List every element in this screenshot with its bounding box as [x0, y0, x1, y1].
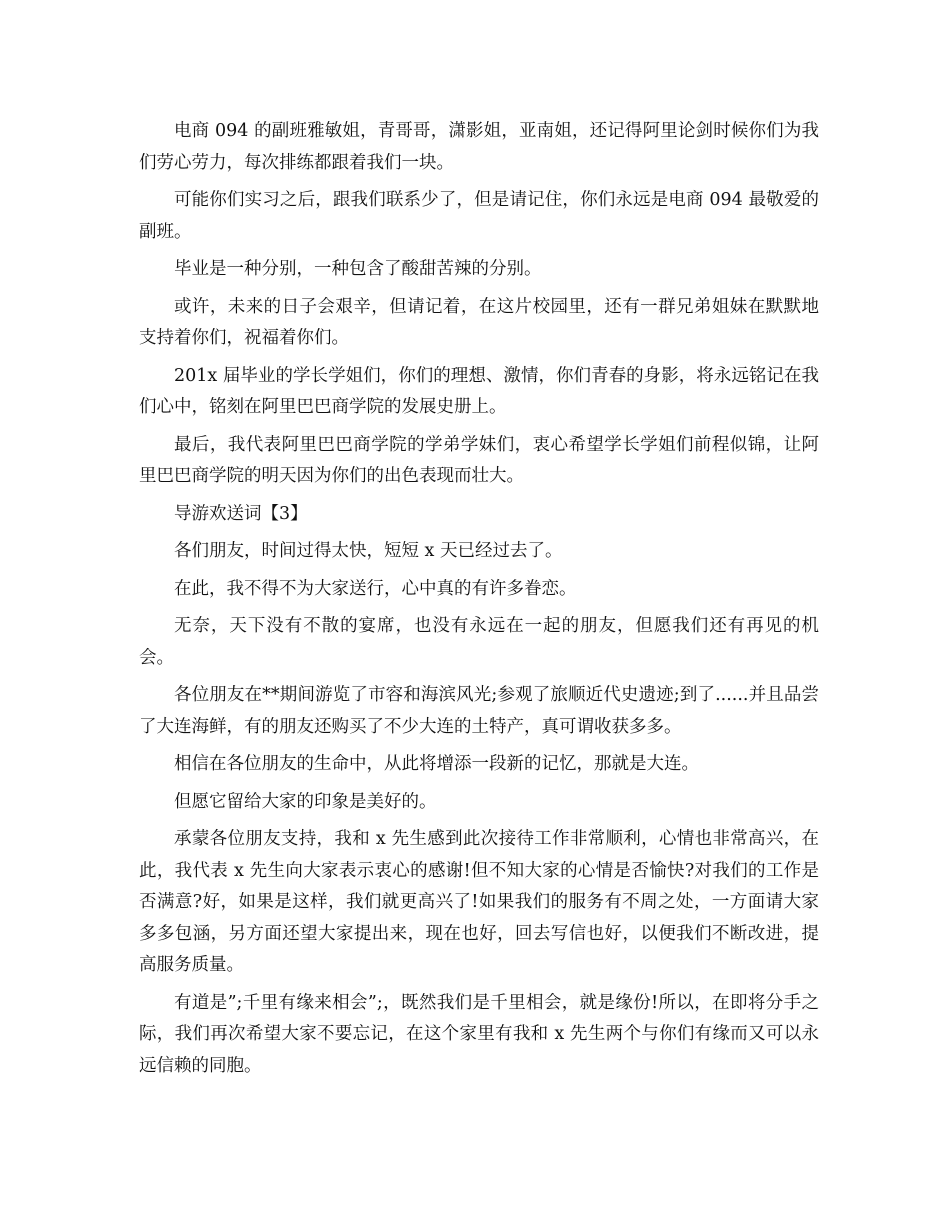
paragraph: 承蒙各位朋友支持，我和 x 先生感到此次接待工作非常顺利，心情也非常高兴，在此，我代表 x 先生向大家表示衷心的感谢!但不知大家的心情是否愉快?对我们的工作是否满意?好，如果是这样，我们就更高兴了!如果我们的服务有不周之处，一方面请大家多多包涵，另方面还望大家提出来，现在也好，回去写信也好，以便我们不断改进，提高服务质量。 [139, 829, 819, 975]
document-body [139, 116, 819, 1088]
paragraph: 各们朋友，时间过得太快，短短 x 天已经过去了。 [174, 541, 563, 561]
paragraph: 电商 094 的副班雅敏姐，青哥哥，潇影姐，亚南姐，还记得阿里论剑时候你们为我们劳心劳力，每次排练都跟着我们一块。 [139, 121, 819, 173]
paragraph: 可能你们实习之后，跟我们联系少了，但是请记住，你们永远是电商 094 最敬爱的副班。 [139, 190, 819, 242]
paragraph: 或许，未来的日子会艰辛，但请记着，在这片校园里，还有一群兄弟姐妹在默默地支持着你们，祝福着你们。 [139, 296, 819, 348]
paragraph: 但愿它留给大家的印象是美好的。 [174, 791, 437, 812]
paragraph: 在此，我不得不为大家送行，心中真的有许多眷恋。 [174, 578, 577, 599]
section-heading: 导游欢送词【3】 [174, 503, 308, 524]
paragraph: 最后，我代表阿里巴巴商学院的学弟学妹们，衷心希望学长学姐们前程似锦，让阿里巴巴商学院的明天因为你们的出色表现而壮大。 [139, 434, 819, 486]
paragraph: 有道是”;千里有缘来相会”;，既然我们是千里相会，就是缘份!所以，在即将分手之际，我们再次希望大家不要忘记，在这个家里有我和 x 先生两个与你们有缘而又可以永远信赖的同胞。 [139, 992, 819, 1076]
paragraph: 毕业是一种分别，一种包含了酸甜苦辣的分别。 [174, 259, 542, 279]
paragraph: 201x 届毕业的学长学姐们，你们的理想、激情，你们青春的身影，将永远铭记在我们心中，铭刻在阿里巴巴商学院的发展史册上。 [139, 365, 819, 417]
paragraph: 无奈，天下没有不散的宴席，也没有永远在一起的朋友，但愿我们还有再见的机会。 [139, 616, 819, 668]
paragraph: 相信在各位朋友的生命中，从此将增添一段新的记忆，那就是大连。 [174, 754, 699, 774]
paragraph: 各位朋友在**期间游览了市容和海滨风光;参观了旅顺近代史遗迹;到了......并且品尝了大连海鲜，有的朋友还购买了不少大连的土特产，真可谓收获多多。 [139, 685, 819, 737]
